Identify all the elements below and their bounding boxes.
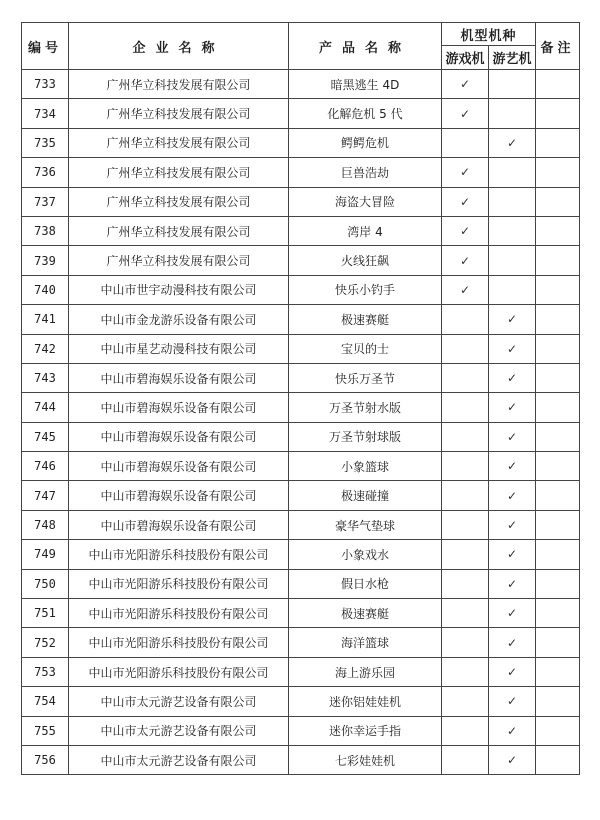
row-amusement-machine-check: ✓ <box>489 393 536 422</box>
row-remarks <box>536 216 580 245</box>
table-row <box>22 216 580 245</box>
row-remarks <box>536 452 580 481</box>
row-product: 迷你铝娃娃机 <box>289 687 442 716</box>
row-remarks <box>536 305 580 334</box>
row-number: 742 <box>22 334 69 363</box>
table-row <box>22 628 580 657</box>
row-company: 中山市金龙游乐设备有限公司 <box>69 305 289 334</box>
table-row <box>22 246 580 275</box>
row-game-machine-check <box>442 540 489 569</box>
row-amusement-machine-check <box>489 187 536 216</box>
table-row <box>22 745 580 774</box>
row-company: 广州华立科技发展有限公司 <box>69 70 289 99</box>
table-row <box>22 540 580 569</box>
row-game-machine-check <box>442 305 489 334</box>
row-product: 豪华气垫球 <box>289 510 442 539</box>
row-product: 假日水枪 <box>289 569 442 598</box>
row-number: 739 <box>22 246 69 275</box>
header-number: 编号 <box>22 23 69 70</box>
row-company: 中山市光阳游乐科技股份有限公司 <box>69 628 289 657</box>
row-company: 广州华立科技发展有限公司 <box>69 99 289 128</box>
row-number: 753 <box>22 657 69 686</box>
row-number: 741 <box>22 305 69 334</box>
row-number: 748 <box>22 510 69 539</box>
table-row <box>22 158 580 187</box>
row-number: 735 <box>22 128 69 157</box>
row-company: 广州华立科技发展有限公司 <box>69 158 289 187</box>
registry-table <box>21 22 580 775</box>
row-game-machine-check <box>442 128 489 157</box>
row-number: 733 <box>22 70 69 99</box>
row-game-machine-check: ✓ <box>442 187 489 216</box>
row-company: 中山市光阳游乐科技股份有限公司 <box>69 599 289 628</box>
row-remarks <box>536 99 580 128</box>
row-remarks <box>536 363 580 392</box>
row-company: 中山市太元游艺设备有限公司 <box>69 745 289 774</box>
row-amusement-machine-check: ✓ <box>489 481 536 510</box>
row-remarks <box>536 628 580 657</box>
row-product: 火线狂飙 <box>289 246 442 275</box>
table-row <box>22 99 580 128</box>
header-remarks: 备注 <box>536 23 580 70</box>
header-company: 企业名称 <box>69 23 289 70</box>
row-amusement-machine-check: ✓ <box>489 716 536 745</box>
row-remarks <box>536 745 580 774</box>
row-number: 756 <box>22 745 69 774</box>
row-number: 743 <box>22 363 69 392</box>
row-company: 广州华立科技发展有限公司 <box>69 246 289 275</box>
row-number: 755 <box>22 716 69 745</box>
row-product: 海盗大冒险 <box>289 187 442 216</box>
row-amusement-machine-check <box>489 246 536 275</box>
row-remarks <box>536 657 580 686</box>
row-product: 万圣节射球版 <box>289 422 442 451</box>
row-company: 中山市碧海娱乐设备有限公司 <box>69 363 289 392</box>
row-product: 迷你幸运手指 <box>289 716 442 745</box>
row-remarks <box>536 716 580 745</box>
row-amusement-machine-check: ✓ <box>489 305 536 334</box>
header-machine-type: 机型机种 <box>442 23 536 46</box>
row-number: 736 <box>22 158 69 187</box>
table-row <box>22 569 580 598</box>
row-product: 湾岸 4 <box>289 216 442 245</box>
row-product: 小象篮球 <box>289 452 442 481</box>
row-game-machine-check <box>442 657 489 686</box>
row-product: 巨兽浩劫 <box>289 158 442 187</box>
row-company: 中山市光阳游乐科技股份有限公司 <box>69 569 289 598</box>
row-product: 快乐万圣节 <box>289 363 442 392</box>
row-amusement-machine-check <box>489 158 536 187</box>
row-product: 化解危机 5 代 <box>289 99 442 128</box>
row-amusement-machine-check <box>489 70 536 99</box>
row-game-machine-check <box>442 599 489 628</box>
row-remarks <box>536 687 580 716</box>
row-company: 中山市碧海娱乐设备有限公司 <box>69 452 289 481</box>
row-remarks <box>536 246 580 275</box>
row-number: 745 <box>22 422 69 451</box>
row-game-machine-check <box>442 393 489 422</box>
row-product: 极速碰撞 <box>289 481 442 510</box>
row-amusement-machine-check: ✓ <box>489 363 536 392</box>
row-game-machine-check: ✓ <box>442 275 489 304</box>
row-number: 751 <box>22 599 69 628</box>
row-company: 中山市太元游艺设备有限公司 <box>69 687 289 716</box>
table-row <box>22 481 580 510</box>
table-row <box>22 128 580 157</box>
row-number: 747 <box>22 481 69 510</box>
table-row <box>22 393 580 422</box>
row-product: 海上游乐园 <box>289 657 442 686</box>
table-row <box>22 716 580 745</box>
row-amusement-machine-check: ✓ <box>489 422 536 451</box>
table-row <box>22 510 580 539</box>
table-row <box>22 187 580 216</box>
row-amusement-machine-check: ✓ <box>489 628 536 657</box>
row-number: 754 <box>22 687 69 716</box>
row-product: 极速赛艇 <box>289 305 442 334</box>
row-game-machine-check: ✓ <box>442 246 489 275</box>
header-product: 产品名称 <box>289 23 442 70</box>
row-game-machine-check <box>442 452 489 481</box>
row-remarks <box>536 158 580 187</box>
row-company: 中山市碧海娱乐设备有限公司 <box>69 422 289 451</box>
row-number: 749 <box>22 540 69 569</box>
row-number: 746 <box>22 452 69 481</box>
row-amusement-machine-check: ✓ <box>489 745 536 774</box>
row-company: 中山市世宇动漫科技有限公司 <box>69 275 289 304</box>
row-game-machine-check <box>442 628 489 657</box>
header-game-machine: 游戏机 <box>442 46 489 70</box>
row-remarks <box>536 599 580 628</box>
row-company: 中山市光阳游乐科技股份有限公司 <box>69 540 289 569</box>
row-remarks <box>536 393 580 422</box>
row-amusement-machine-check <box>489 275 536 304</box>
row-product: 万圣节射水版 <box>289 393 442 422</box>
row-amusement-machine-check: ✓ <box>489 334 536 363</box>
row-product: 极速赛艇 <box>289 599 442 628</box>
row-game-machine-check <box>442 363 489 392</box>
table-row <box>22 70 580 99</box>
table-row <box>22 363 580 392</box>
row-remarks <box>536 422 580 451</box>
row-game-machine-check: ✓ <box>442 99 489 128</box>
row-remarks <box>536 275 580 304</box>
row-game-machine-check <box>442 422 489 451</box>
row-game-machine-check <box>442 687 489 716</box>
row-remarks <box>536 334 580 363</box>
row-amusement-machine-check: ✓ <box>489 687 536 716</box>
row-product: 暗黑逃生 4D <box>289 70 442 99</box>
row-company: 广州华立科技发展有限公司 <box>69 128 289 157</box>
row-company: 中山市太元游艺设备有限公司 <box>69 716 289 745</box>
table-row <box>22 687 580 716</box>
row-amusement-machine-check: ✓ <box>489 540 536 569</box>
row-game-machine-check: ✓ <box>442 216 489 245</box>
row-product: 海洋篮球 <box>289 628 442 657</box>
row-game-machine-check: ✓ <box>442 158 489 187</box>
row-remarks <box>536 569 580 598</box>
row-company: 中山市光阳游乐科技股份有限公司 <box>69 657 289 686</box>
row-game-machine-check <box>442 745 489 774</box>
row-company: 中山市星艺动漫科技有限公司 <box>69 334 289 363</box>
table-header <box>22 23 580 70</box>
row-remarks <box>536 540 580 569</box>
row-company: 中山市碧海娱乐设备有限公司 <box>69 510 289 539</box>
row-game-machine-check <box>442 334 489 363</box>
row-product: 小象戏水 <box>289 540 442 569</box>
row-company: 广州华立科技发展有限公司 <box>69 216 289 245</box>
row-amusement-machine-check: ✓ <box>489 657 536 686</box>
row-number: 752 <box>22 628 69 657</box>
table-body <box>22 70 580 775</box>
row-company: 广州华立科技发展有限公司 <box>69 187 289 216</box>
row-amusement-machine-check: ✓ <box>489 128 536 157</box>
row-product: 宝贝的士 <box>289 334 442 363</box>
row-amusement-machine-check <box>489 99 536 128</box>
row-game-machine-check: ✓ <box>442 70 489 99</box>
row-product: 快乐小钓手 <box>289 275 442 304</box>
header-amusement-machine: 游艺机 <box>489 46 536 70</box>
table-row <box>22 305 580 334</box>
row-amusement-machine-check: ✓ <box>489 452 536 481</box>
row-remarks <box>536 510 580 539</box>
row-number: 737 <box>22 187 69 216</box>
row-number: 738 <box>22 216 69 245</box>
row-amusement-machine-check: ✓ <box>489 599 536 628</box>
table-row <box>22 657 580 686</box>
row-number: 734 <box>22 99 69 128</box>
table-row <box>22 275 580 304</box>
row-product: 七彩娃娃机 <box>289 745 442 774</box>
table-row <box>22 599 580 628</box>
row-number: 740 <box>22 275 69 304</box>
row-remarks <box>536 128 580 157</box>
row-company: 中山市碧海娱乐设备有限公司 <box>69 481 289 510</box>
row-company: 中山市碧海娱乐设备有限公司 <box>69 393 289 422</box>
table-row <box>22 452 580 481</box>
row-remarks <box>536 481 580 510</box>
row-game-machine-check <box>442 716 489 745</box>
row-remarks <box>536 70 580 99</box>
row-number: 744 <box>22 393 69 422</box>
row-game-machine-check <box>442 481 489 510</box>
row-amusement-machine-check: ✓ <box>489 510 536 539</box>
row-game-machine-check <box>442 569 489 598</box>
table-row <box>22 334 580 363</box>
row-amusement-machine-check: ✓ <box>489 569 536 598</box>
row-number: 750 <box>22 569 69 598</box>
row-amusement-machine-check <box>489 216 536 245</box>
row-product: 鳄鳄危机 <box>289 128 442 157</box>
table-row <box>22 422 580 451</box>
row-remarks <box>536 187 580 216</box>
row-game-machine-check <box>442 510 489 539</box>
